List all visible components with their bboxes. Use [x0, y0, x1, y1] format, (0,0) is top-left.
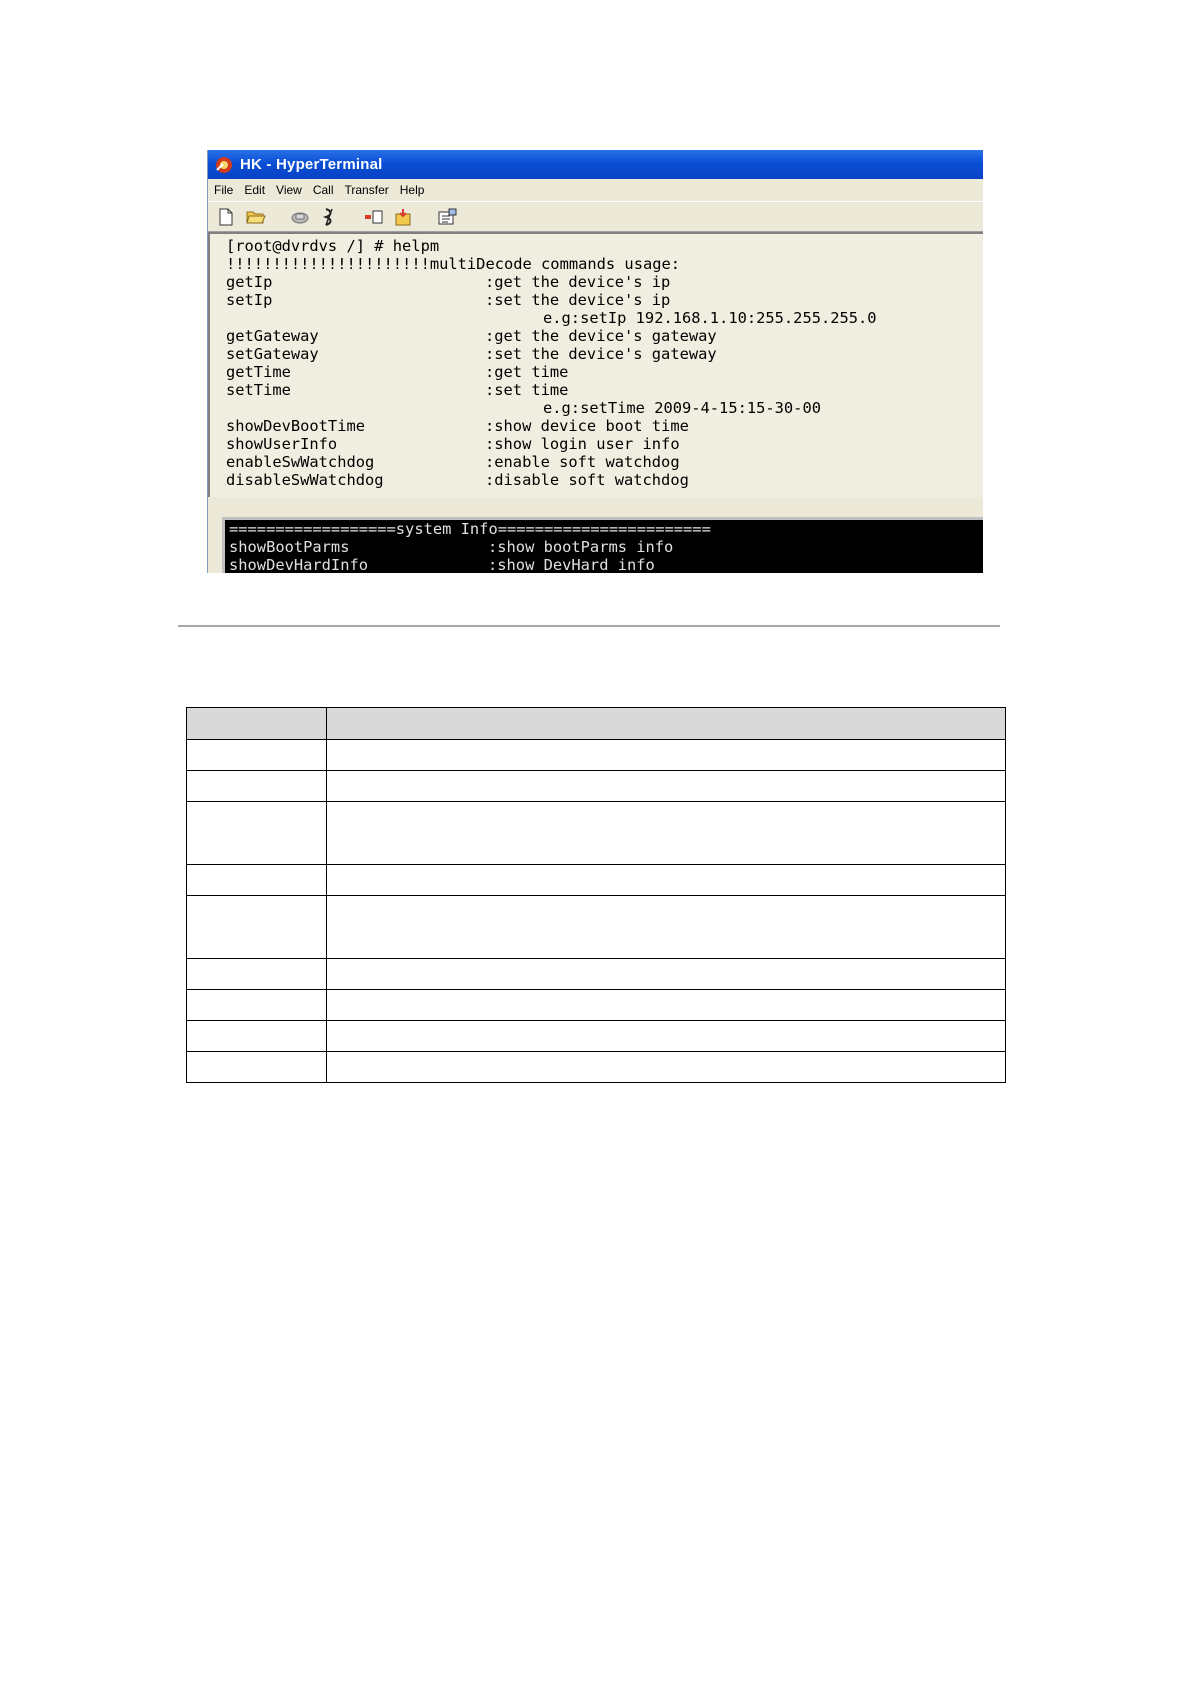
terminal-command: enableSwWatchdog: [226, 453, 375, 471]
terminal-header: !!!!!!!!!!!!!!!!!!!!!!multiDecode commands usage:: [226, 255, 681, 273]
table-cell-description: [327, 802, 1006, 865]
terminal-description: :get time: [485, 363, 569, 381]
title-bar: [208, 150, 983, 179]
console-line: [229, 538, 674, 556]
terminal-line: [226, 453, 680, 471]
command-table: [186, 707, 1006, 1083]
table-row: [187, 1021, 1006, 1052]
table-cell-command: [187, 959, 327, 990]
terminal-example: e.g:setIp 192.168.1.10:255.255.255.0: [543, 309, 877, 327]
menu-bar: [208, 179, 983, 201]
terminal-description: :get the device's ip: [485, 273, 671, 291]
table-header-cell: [187, 708, 327, 740]
properties-icon[interactable]: [437, 206, 459, 228]
terminal-command: getGateway: [226, 327, 319, 345]
terminal-command: setGateway: [226, 345, 319, 363]
hyperterminal-app-icon: [214, 155, 234, 175]
table-row: [187, 865, 1006, 896]
terminal-description: :show login user info: [485, 435, 680, 453]
terminal-command: getIp: [226, 273, 273, 291]
menu-transfer[interactable]: Transfer: [344, 183, 389, 197]
terminal-line: [226, 435, 680, 453]
terminal-line: [226, 471, 689, 489]
table-cell-description: [327, 959, 1006, 990]
console-description: :show DevHard info: [488, 556, 655, 573]
disconnect-icon[interactable]: [319, 206, 341, 228]
table-cell-description: [327, 740, 1006, 771]
terminal-line: [226, 345, 717, 363]
console-pane[interactable]: [222, 517, 983, 573]
send-icon[interactable]: [363, 206, 385, 228]
table-row: [187, 1052, 1006, 1083]
console-command: showBootParms: [229, 538, 350, 556]
table-cell-command: [187, 896, 327, 959]
table-cell-description: [327, 771, 1006, 802]
window-title: HK - HyperTerminal: [240, 156, 383, 173]
terminal-description: :disable soft watchdog: [485, 471, 689, 489]
new-document-icon[interactable]: [215, 206, 237, 228]
terminal-description: :show device boot time: [485, 417, 689, 435]
terminal-line: [226, 363, 569, 381]
table-row: [187, 896, 1006, 959]
table-cell-command: [187, 865, 327, 896]
terminal-description: :get the device's gateway: [485, 327, 717, 345]
terminal-description: :set the device's ip: [485, 291, 671, 309]
terminal-prompt: [root@dvrdvs /] # helpm: [226, 237, 440, 255]
menu-call[interactable]: Call: [312, 183, 334, 197]
table-header-row: [187, 708, 1006, 740]
console-command: showDevHardInfo: [229, 556, 368, 573]
terminal-area[interactable]: [208, 232, 983, 497]
table-cell-command: [187, 990, 327, 1021]
console-line: [229, 556, 655, 573]
terminal-example: e.g:setTime 2009-4-15:15-30-00: [543, 399, 821, 417]
table-cell-description: [327, 1021, 1006, 1052]
table-cell-description: [327, 1052, 1006, 1083]
table-row: [187, 802, 1006, 865]
terminal-command: showDevBootTime: [226, 417, 365, 435]
terminal-command: setIp: [226, 291, 273, 309]
toolbar: [208, 201, 983, 232]
table-cell-description: [327, 896, 1006, 959]
phone-icon[interactable]: [289, 206, 311, 228]
terminal-description: :set time: [485, 381, 569, 399]
terminal-command: getTime: [226, 363, 291, 381]
table-row: [187, 959, 1006, 990]
console-header: ==================system Info=======================: [229, 520, 711, 538]
menu-help[interactable]: Help: [399, 183, 425, 197]
table-row: [187, 990, 1006, 1021]
terminal-description: :set the device's gateway: [485, 345, 717, 363]
table-cell-description: [327, 990, 1006, 1021]
terminal-command: disableSwWatchdog: [226, 471, 384, 489]
terminal-command: showUserInfo: [226, 435, 338, 453]
terminal-line: [226, 381, 569, 399]
console-description: :show bootParms info: [488, 538, 674, 556]
table-cell-command: [187, 1021, 327, 1052]
table-cell-command: [187, 740, 327, 771]
terminal-line: [226, 291, 671, 309]
menu-view[interactable]: View: [276, 183, 302, 197]
table-row: [187, 740, 1006, 771]
menu-file[interactable]: File: [214, 183, 234, 197]
table-header-cell: [327, 708, 1006, 740]
terminal-description: :enable soft watchdog: [485, 453, 680, 471]
table-cell-command: [187, 1052, 327, 1083]
receive-icon[interactable]: [393, 206, 415, 228]
open-folder-icon[interactable]: [245, 206, 267, 228]
table-cell-description: [327, 865, 1006, 896]
table-cell-command: [187, 771, 327, 802]
terminal-command: setTime: [226, 381, 291, 399]
table-cell-command: [187, 802, 327, 865]
menu-edit[interactable]: Edit: [244, 183, 266, 197]
terminal-line: [226, 327, 717, 345]
terminal-line: [226, 417, 689, 435]
terminal-line: [226, 273, 671, 291]
hyperterminal-screenshot: [207, 150, 983, 573]
section-divider: [178, 625, 1000, 627]
table-row: [187, 771, 1006, 802]
